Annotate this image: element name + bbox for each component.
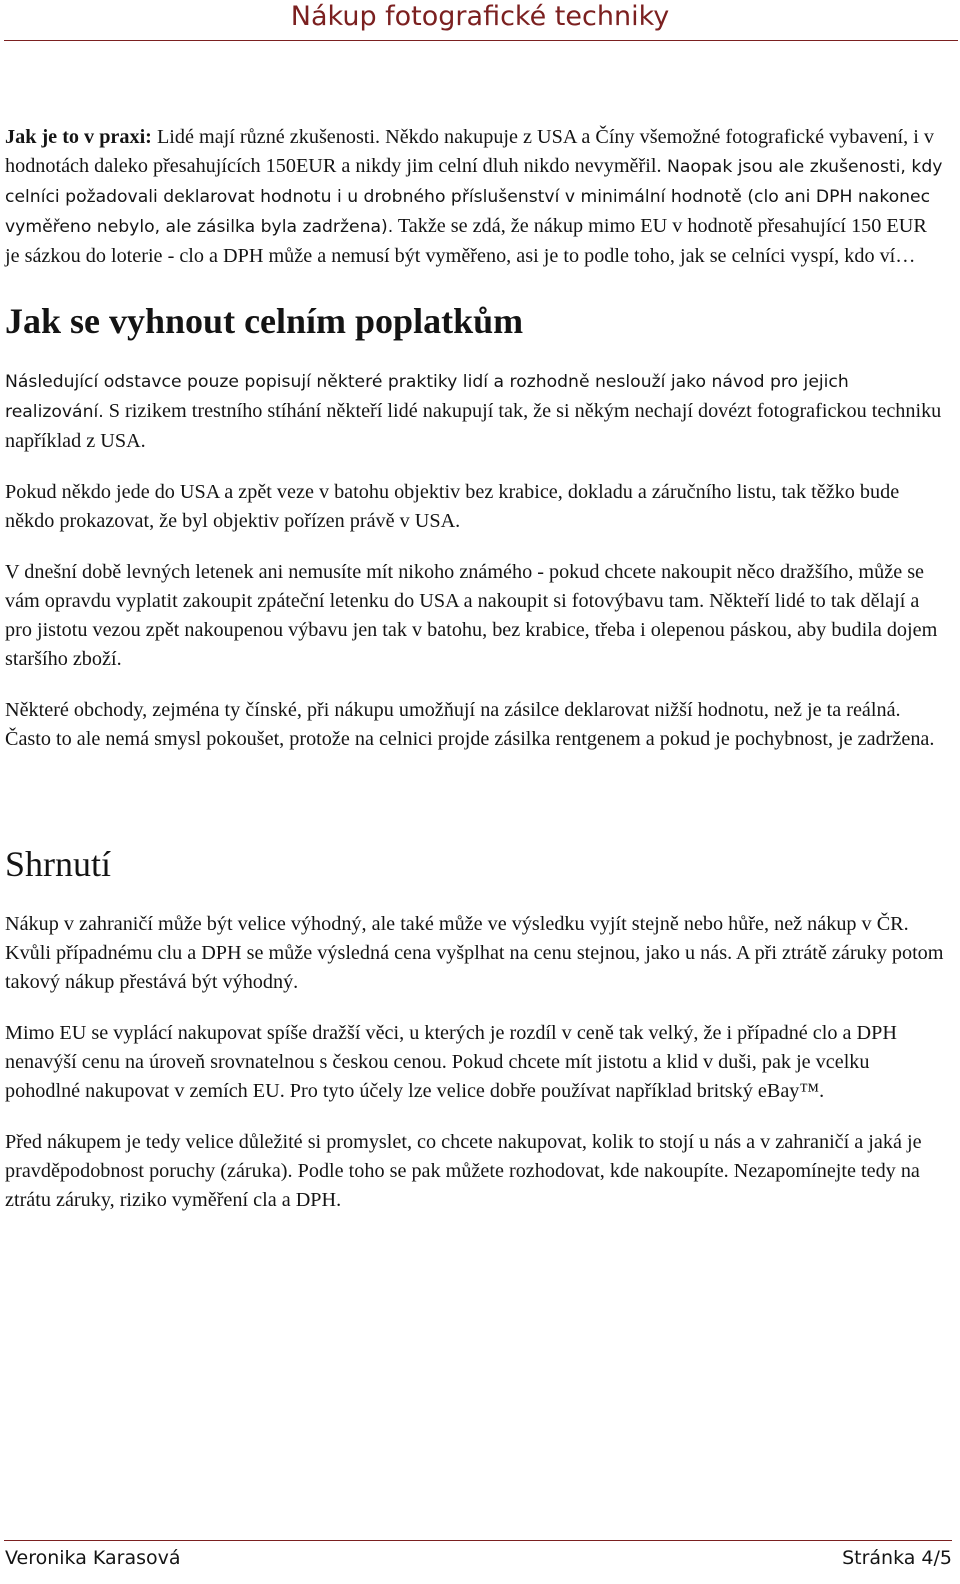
intro-text-b: Naopak jsou ale zkušenosti, kdy celníci požadovali deklarovat hodnotu i u drobného příslušenství v minimální hodnotě (clo ani DPH nakonec vyměřeno nebylo, ale zásilka byla zadržena). bbox=[5, 157, 943, 237]
avoid-paragraph-1b: S rizikem trestního stíhání někteří lidé nakupují tak, že si někým nechají dovézt fotografickou techniku například z USA. bbox=[5, 400, 942, 452]
page-footer bbox=[0, 1534, 960, 1584]
intro-text-c: Takže se zdá, že nákup mimo EU v hodnotě přesahující 150 EUR je sázkou do loterie - clo a DPH může a nemusí být vyměřeno, asi je to podle toho, jak se celníci vyspí, kdo ví… bbox=[5, 215, 927, 267]
document-body bbox=[5, 123, 945, 1237]
page-header bbox=[0, 0, 960, 44]
avoid-paragraph-2: Pokud někdo jede do USA a zpět veze v batohu objektiv bez krabice, dokladu a záručního listu, tak těžko bude někdo prokazovat, že byl objektiv pořízen právě v USA. bbox=[5, 481, 900, 532]
document-title: Nákup fotografické techniky bbox=[290, 1, 670, 32]
intro-label: Jak je to v praxi: bbox=[5, 126, 152, 148]
footer-divider bbox=[4, 1540, 952, 1541]
avoid-paragraph-1a: Následující odstavce pouze popisují některé praktiky lidí a rozhodně neslouží jako návod pro jejich realizování. bbox=[5, 372, 849, 422]
header-divider bbox=[4, 40, 958, 41]
avoid-paragraph-3: V dnešní době levných letenek ani nemusíte mít nikoho známého - pokud chcete nakoupit něco dražšího, může se vám opravdu vyplatit zakoupit zpáteční letenku do USA a nakoupit si fotovýbavu tam. Někteří lidé to tak dělají a pro jistotu vezou zpět nakoupenou výbavu jen tak v batohu, bez krabice, třeba i olepenou páskou, aby budila dojem staršího zboží. bbox=[5, 561, 938, 670]
avoid-paragraph-4: Některé obchody, zejména ty čínské, při nákupu umožňují na zásilce deklarovat nižší hodnotu, než je ta reálná. Často to ale nemá smysl pokoušet, protože na celnici projde zásilka rentgenem a pokud je pochybnost, je zadržena. bbox=[5, 699, 935, 750]
summary-paragraph-3: Před nákupem je tedy velice důležité si promyslet, co chcete nakupovat, kolik to stojí u nás a v zahraničí a jaká je pravděpodobnost poruchy (záruka). Podle toho se pak můžete rozhodovat, kde nakoupíte. Nezapomínejte tedy na ztrátu záruky, riziko vyměření cla a DPH. bbox=[5, 1131, 922, 1211]
footer-page-number: Stránka 4/5 bbox=[842, 1547, 952, 1569]
intro-text-a: Lidé mají různé zkušenosti. Někdo nakupuje z USA a Číny všemožné fotografické vybavení, i v hodnotách daleko přesahujících 150EUR a nikdy jim celní dluh nikdo nevyměřil. bbox=[5, 126, 934, 177]
section-heading-avoid-fees: Jak se vyhnout celním poplatkům bbox=[5, 301, 524, 341]
section-heading-summary: Shrnutí bbox=[5, 844, 112, 884]
avoid-paragraph-1 bbox=[5, 367, 945, 456]
footer-author: Veronika Karasová bbox=[5, 1547, 181, 1569]
summary-paragraph-1: Nákup v zahraničí může být velice výhodný, ale také může ve výsledku vyjít stejně nebo hůře, než nákup v ČR. Kvůli případnému clu a DPH se může výsledná cena vyšplhat na cenu stejnou, jako u nás. A při ztrátě záruky potom takový nákup přestává být výhodný. bbox=[5, 913, 944, 993]
intro-paragraph bbox=[5, 123, 945, 271]
summary-paragraph-2: Mimo EU se vyplácí nakupovat spíše dražší věci, u kterých je rozdíl v ceně tak velký, že i případné clo a DPH nenavýší cenu na úroveň srovnatelnou s českou cenou. Pokud chcete mít jistotu a klid v duši, pak je vcelku pohodlné nakupovat v zemích EU. Pro tyto účely lze velice dobře používat například britský eBay™. bbox=[5, 1022, 897, 1102]
